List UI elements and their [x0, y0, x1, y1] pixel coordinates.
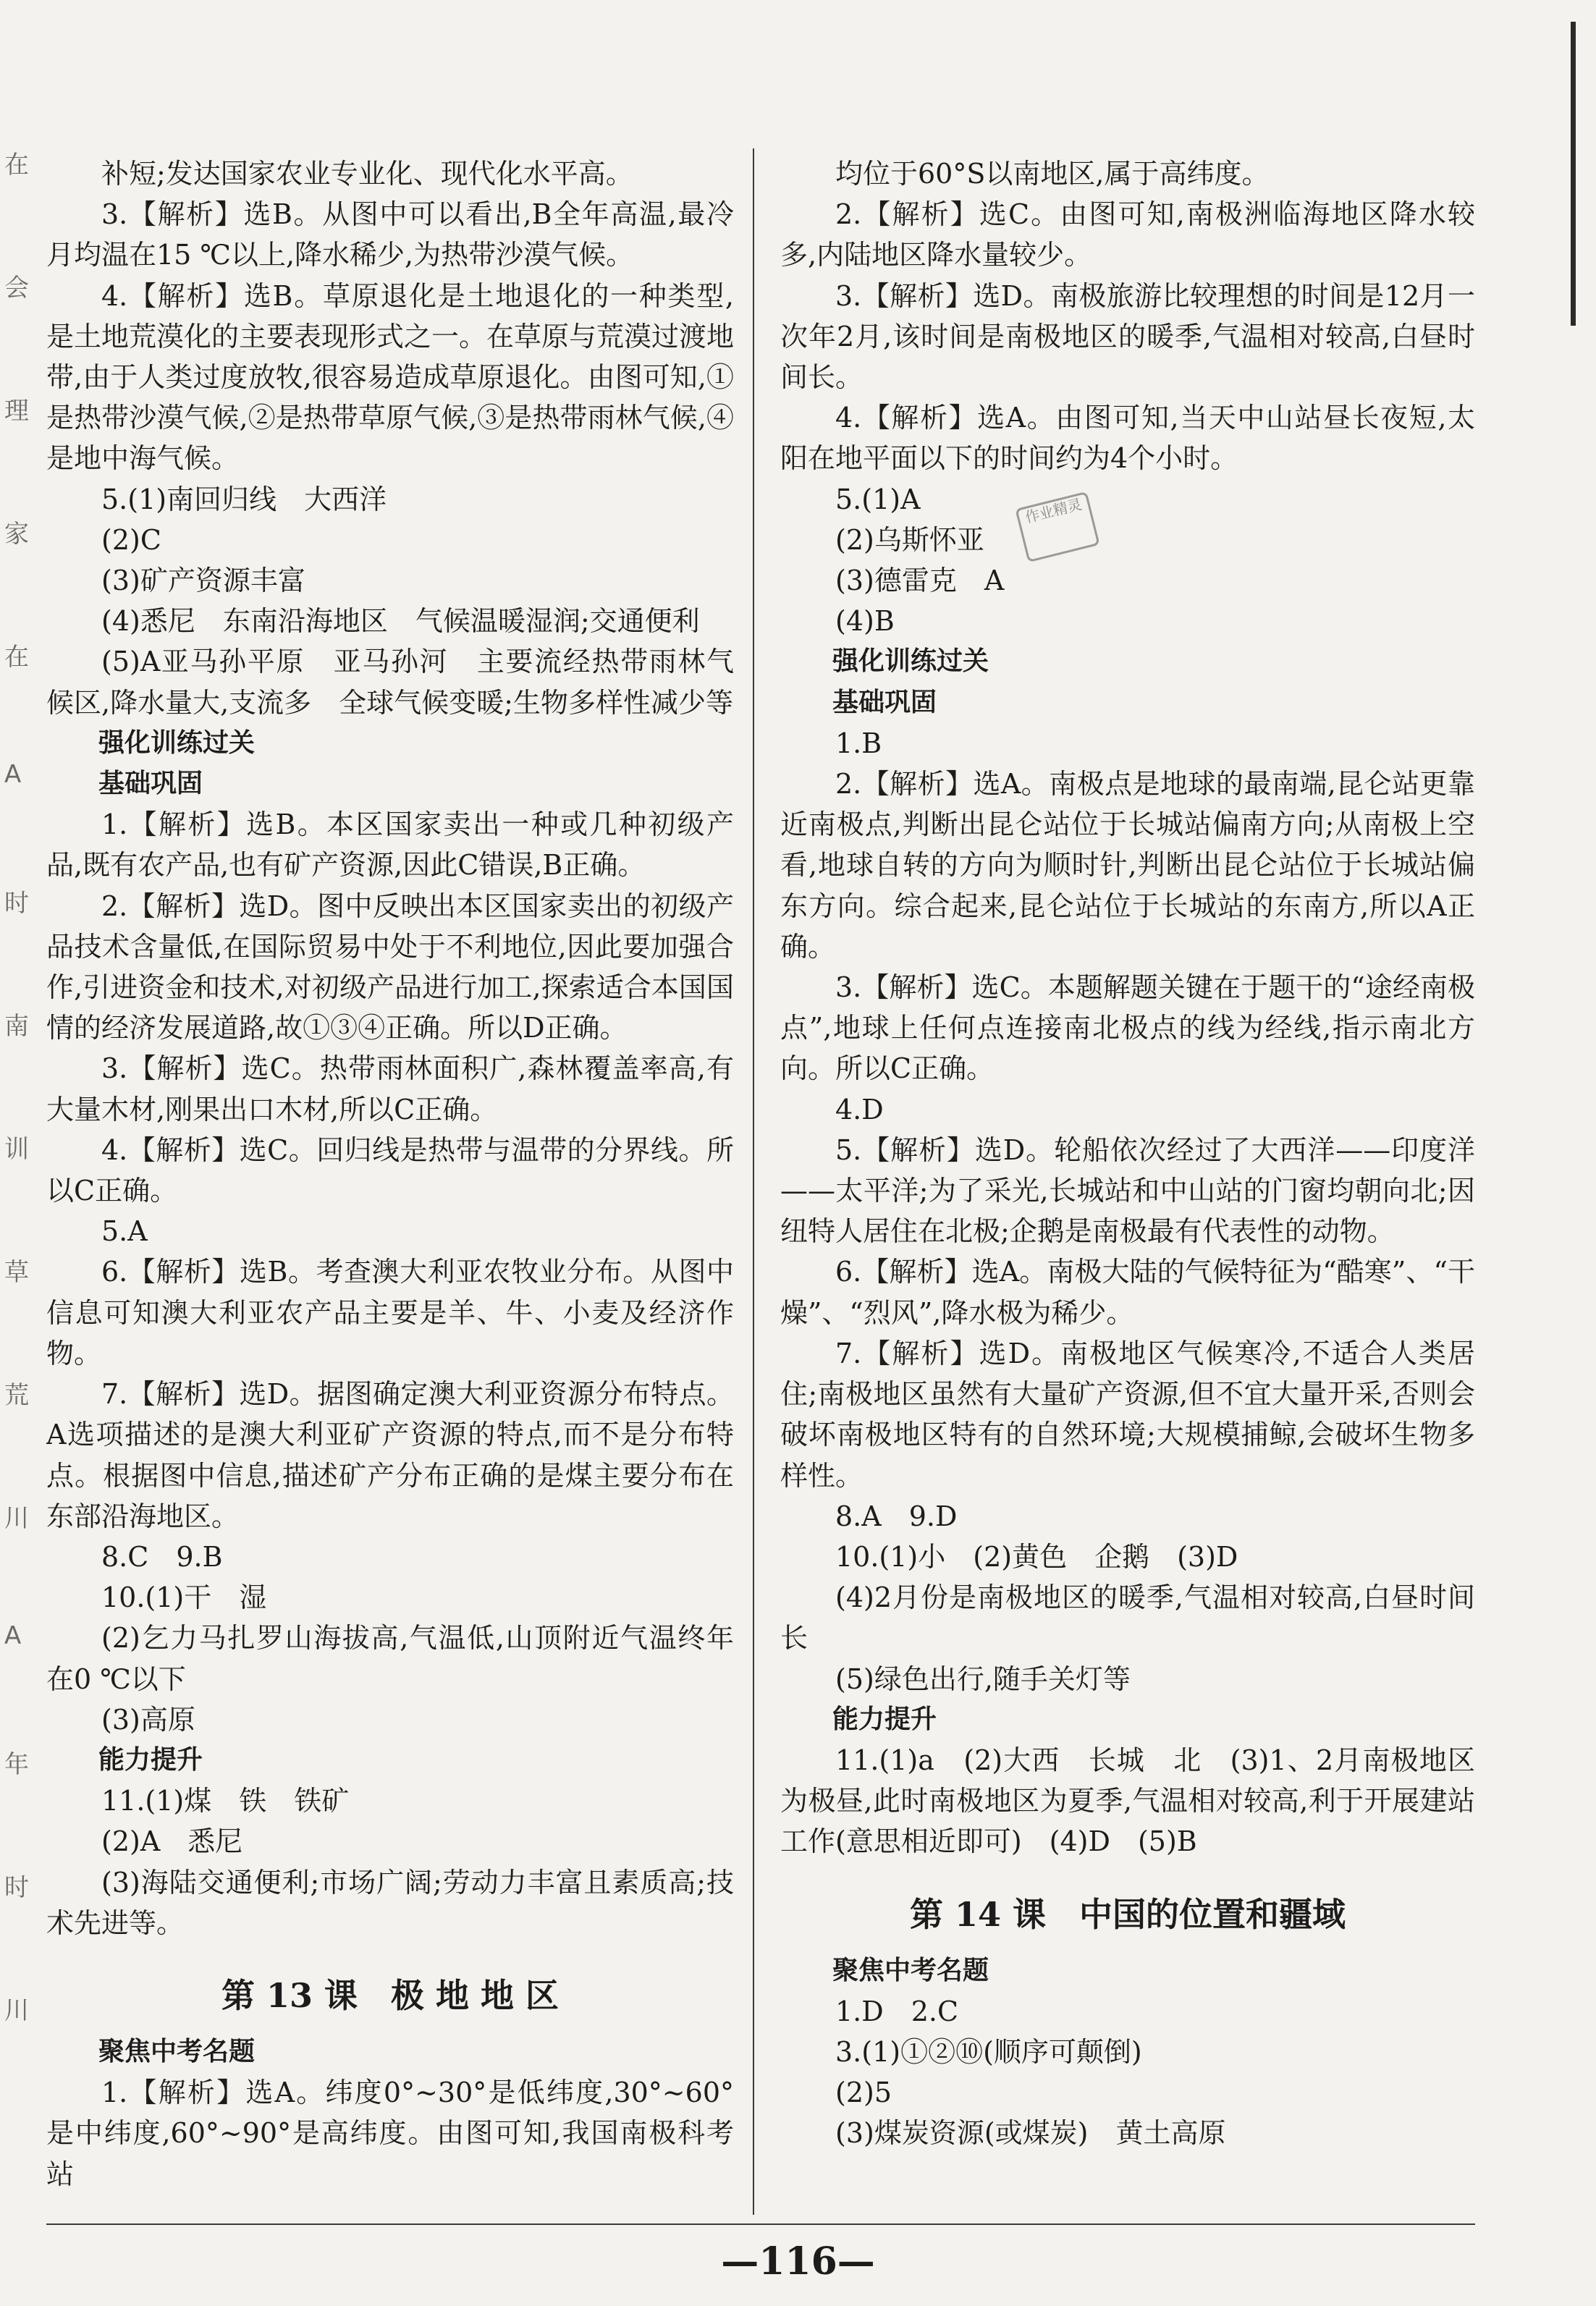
section-heading: 强化训练过关 — [832, 646, 989, 677]
margin-bleed-char: 川 — [4, 1504, 29, 1533]
answer-paragraph: 11.(1)煤 铁 铁矿 — [101, 1785, 350, 1817]
answer-paragraph: 5.【解析】选D。轮船依次经过了大西洋——印度洋——太平洋;为了采光,长城站和中山站的门窗均朝向北;因纽特人居住在北极;企鹅是南极最有代表性的动物。 — [780, 1133, 1475, 1248]
answer-paragraph: 6.【解析】选A。南极大陆的气候特征为“酷寒”、“干燥”、“烈风”,降水极为稀少。 — [780, 1256, 1475, 1329]
answer-paragraph: (4)悉尼 东南沿海地区 气候温暖湿润;交通便利 — [101, 605, 700, 638]
answer-paragraph: (5)A亚马孙平原 亚马孙河 主要流经热带雨林气候区,降水量大,支流多 全球气候变暖;生物多样性减少等 — [46, 646, 734, 719]
answer-paragraph: 8.C 9.B — [101, 1540, 223, 1573]
answer-paragraph: 10.(1)干 湿 — [101, 1581, 267, 1614]
answer-paragraph: 3.【解析】选C。热带雨林面积广,森林覆盖率高,有大量木材,刚果出口木材,所以C正确。 — [46, 1052, 734, 1125]
binding-edge-mark — [1571, 22, 1576, 326]
section-heading: 基础巩固 — [98, 769, 203, 799]
answer-paragraph: (3)高原 — [101, 1703, 195, 1736]
margin-bleed-char: 训 — [4, 1135, 29, 1164]
margin-bleed-char: 草 — [4, 1258, 29, 1287]
answer-paragraph: 补短;发达国家农业专业化、现代化水平高。 — [101, 158, 633, 190]
answer-paragraph: (3)德雷克 A — [835, 565, 1005, 597]
answer-paragraph: 2.【解析】选C。由图可知,南极洲临海地区降水较多,内陆地区降水量较少。 — [780, 198, 1475, 271]
margin-bleed-char: 川 — [4, 1996, 29, 2025]
margin-bleed-char: 南 — [4, 1012, 29, 1041]
margin-bleed-char: A — [4, 1621, 22, 1650]
answer-paragraph: 3.【解析】选D。南极旅游比较理想的时间是12月一次年2月,该时间是南极地区的暖季,气温相对较高,白昼时间长。 — [780, 279, 1475, 394]
margin-bleed-char: A — [4, 760, 22, 789]
answer-paragraph: 2.【解析】选D。图中反映出本区国家卖出的初级产品技术含量低,在国际贸易中处于不利地位,因此要加强合作,引进资金和技术,对初级产品进行加工,探索适合本国国情的经济发展道路,故①③④正确。所以D正确。 — [46, 890, 734, 1044]
answer-paragraph: 8.A 9.D — [835, 1500, 958, 1532]
right-column — [780, 153, 1475, 2223]
answer-paragraph: (3)矿产资源丰富 — [101, 565, 305, 597]
answer-paragraph: 1.D 2.C — [835, 1995, 959, 2027]
answer-paragraph: (2)乌斯怀亚 — [835, 523, 984, 556]
answer-paragraph: 4.【解析】选A。由图可知,当天中山站昼长夜短,太阳在地平面以下的时间约为4个小时。 — [780, 402, 1475, 475]
watermark-stamp: 作业精灵 — [1015, 491, 1099, 562]
answer-paragraph: 11.(1)a (2)大西 长城 北 (3)1、2月南极地区为极昼,此时南极地区为夏季,气温相对较高,利于开展建站工作(意思相近即可) (4)D (5)B — [780, 1744, 1475, 1858]
margin-bleed-char: 会 — [4, 274, 29, 303]
lesson-heading — [46, 1972, 734, 2019]
page-number: —116— — [721, 2239, 875, 2284]
answer-paragraph: 1.【解析】选B。本区国家卖出一种或几种初级产品,既有农产品,也有矿产资源,因此C错误,B正确。 — [46, 808, 734, 882]
answer-paragraph: 4.【解析】选B。草原退化是土地退化的一种类型,是土地荒漠化的主要表现形式之一。在草原与荒漠过渡地带,由于人类过度放牧,很容易造成草原退化。由图可知,①是热带沙漠气候,②是热带草原气候,③是热带雨林气候,④是地中海气候。 — [46, 279, 734, 475]
margin-bleed-char: 理 — [4, 397, 29, 426]
answer-paragraph: 2.【解析】选A。南极点是地球的最南端,昆仑站更靠近南极点,判断出昆仑站位于长城站偏南方向;从南极上空看,地球自转的方向为顺时针,判断出昆仑站位于长城站偏东方向。综合起来,昆仑站位于长城站的东南方,所以A正确。 — [780, 768, 1475, 963]
answer-paragraph: 3.(1)①②⑩(顺序可颠倒) — [835, 2035, 1142, 2068]
answer-paragraph: 4.【解析】选C。回归线是热带与温带的分界线。所以C正确。 — [46, 1133, 734, 1207]
answer-paragraph: (3)海陆交通便利;市场广阔;劳动力丰富且素质高;技术先进等。 — [46, 1866, 734, 1939]
section-heading: 能力提升 — [98, 1744, 203, 1775]
section-heading: 基础巩固 — [832, 687, 937, 717]
lesson-title: 课 中国的位置和疆域 — [1013, 1894, 1346, 1934]
lesson-number: 13 — [266, 1975, 313, 2015]
lesson-number: 14 — [954, 1894, 1001, 1934]
margin-bleed-char: 时 — [4, 889, 29, 918]
section-heading: 聚焦中考名题 — [98, 2036, 256, 2066]
left-column — [46, 153, 734, 2223]
section-heading: 强化训练过关 — [98, 727, 256, 758]
margin-bleed-char: 在 — [4, 151, 29, 180]
lesson-title: 课 极 地 地 区 — [324, 1975, 560, 2015]
answer-paragraph: 10.(1)小 (2)黄色 企鹅 (3)D — [835, 1540, 1238, 1573]
lesson-heading — [780, 1891, 1475, 1938]
margin-bleed-text — [0, 145, 29, 2171]
answer-paragraph: (4)B — [835, 605, 895, 638]
answer-paragraph: (5)绿色出行,随手关灯等 — [835, 1663, 1131, 1695]
answer-paragraph: 1.【解析】选A。纬度0°~30°是低纬度,30°~60°是中纬度,60°~90°是高纬度。由图可知,我国南极科考站 — [46, 2077, 734, 2190]
column-divider — [753, 148, 754, 2215]
margin-bleed-char: 荒 — [4, 1381, 29, 1410]
margin-bleed-char: 在 — [4, 643, 29, 672]
answer-paragraph: (2)乞力马扎罗山海拔高,气温低,山顶附近气温终年在0 ℃以下 — [46, 1622, 734, 1695]
answer-paragraph: 3.【解析】选B。从图中可以看出,B全年高温,最冷月均温在15 ℃以上,降水稀少,为热带沙漠气候。 — [46, 198, 734, 271]
answer-paragraph: 1.B — [835, 727, 882, 759]
lesson-heading-prefix: 第 — [909, 1894, 943, 1934]
lesson-heading-prefix: 第 — [221, 1975, 255, 2015]
margin-bleed-char: 年 — [4, 1750, 29, 1779]
answer-paragraph: 7.【解析】选D。据图确定澳大利亚资源分布特点。A选项描述的是澳大利亚矿产资源的特点,而不是分布特点。根据图中信息,描述矿产分布正确的是煤主要分布在东部沿海地区。 — [46, 1378, 734, 1532]
answer-paragraph: (4)2月份是南极地区的暖季,气温相对较高,白昼时间长 — [780, 1581, 1475, 1655]
margin-bleed-char: 家 — [4, 520, 29, 549]
answer-paragraph: 6.【解析】选B。考查澳大利亚农牧业分布。从图中信息可知澳大利亚农产品主要是羊、牛、小麦及经济作物。 — [46, 1256, 734, 1369]
answer-paragraph: (2)C — [101, 523, 161, 556]
answer-paragraph: 7.【解析】选D。南极地区气候寒冷,不适合人类居住;南极地区虽然有大量矿产资源,但不宜大量开采,否则会破坏南极地区特有的自然环境;大规模捕鲸,会破坏生物多样性。 — [780, 1337, 1475, 1492]
section-heading: 能力提升 — [832, 1704, 937, 1734]
answer-paragraph: 5.(1)A — [835, 483, 921, 515]
section-heading: 聚焦中考名题 — [832, 1955, 989, 1985]
answer-paragraph: 3.【解析】选C。本题解题关键在于题干的“途经南极点”,地球上任何点连接南北极点的线为经线,指示南北方向。所以C正确。 — [780, 971, 1475, 1085]
answer-paragraph: 4.D — [835, 1093, 884, 1125]
answer-paragraph: (2)A 悉尼 — [101, 1825, 243, 1858]
answer-paragraph: (2)5 — [835, 2077, 892, 2109]
margin-bleed-char: 时 — [4, 1873, 29, 1902]
answer-paragraph: 5.(1)南回归线 大西洋 — [101, 483, 387, 515]
answer-paragraph: 5.A — [101, 1215, 148, 1248]
footer-rule — [46, 2223, 1475, 2225]
answer-paragraph: 均位于60°S以南地区,属于高纬度。 — [835, 158, 1270, 190]
answer-paragraph: (3)煤炭资源(或煤炭) 黄土高原 — [835, 2117, 1226, 2150]
